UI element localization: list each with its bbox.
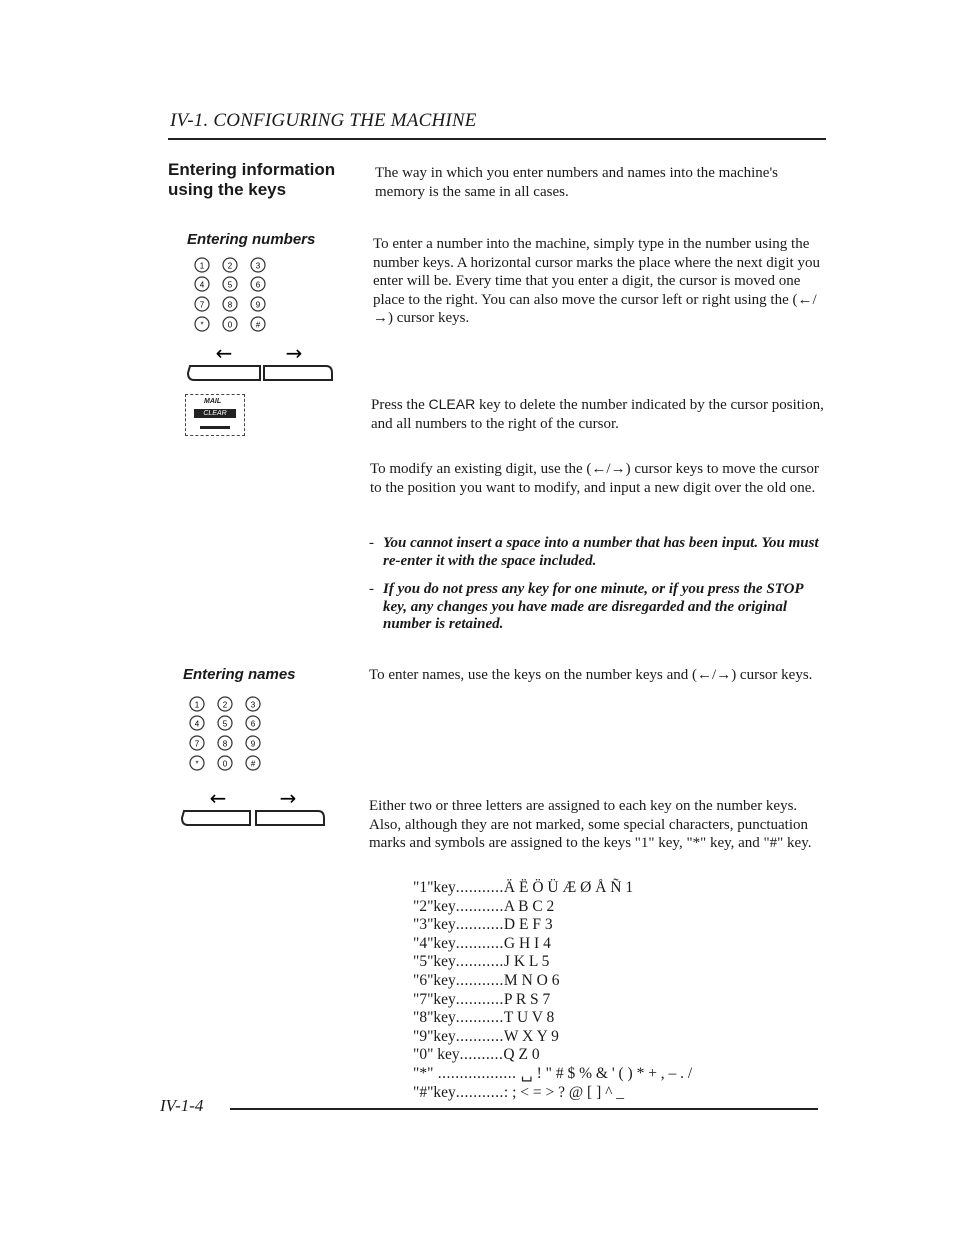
clear-key-label: CLEAR xyxy=(194,409,236,418)
entering-names-title: Entering names xyxy=(183,666,296,683)
svg-text:9: 9 xyxy=(250,739,256,749)
key-6 xyxy=(251,277,265,291)
list-item: "1"key...........Ä Ë Ö Ü Æ Ø Å Ñ 1 xyxy=(413,879,634,896)
section-title xyxy=(168,160,358,200)
list-item: "0" key..........Q Z 0 xyxy=(413,1046,540,1064)
mail-clear-key-illustration xyxy=(185,394,245,436)
header-rule xyxy=(168,138,826,140)
list-item: "4"key...........G H I 4 xyxy=(413,934,551,952)
key-9 xyxy=(246,736,260,750)
key-2 xyxy=(218,697,232,711)
key-8 xyxy=(223,297,237,311)
key-9 xyxy=(251,297,265,311)
note-one-minute: - If you do not press any key for one minute, or if you press the STOP key, any changes you have made are disregarded and the original number is retained. xyxy=(369,581,804,632)
number-keypad-illustration xyxy=(190,253,274,337)
svg-text:9: 9 xyxy=(255,300,261,310)
svg-text:4: 4 xyxy=(194,719,200,729)
list-item: "*" .................. ␣ ! " # $ % & ' ( ) * + , – . / xyxy=(413,1064,693,1082)
key-hash xyxy=(251,317,265,331)
svg-text:#: # xyxy=(255,320,261,330)
svg-text:6: 6 xyxy=(250,719,256,729)
list-item: "7"key...........P R S 7 xyxy=(413,990,551,1008)
key-3 xyxy=(246,697,260,711)
clear-key-bar xyxy=(200,426,230,429)
svg-text:6: 6 xyxy=(255,280,261,290)
svg-text:1: 1 xyxy=(199,261,205,271)
svg-text:5: 5 xyxy=(222,719,228,729)
key-4 xyxy=(195,277,209,291)
svg-text:8: 8 xyxy=(222,739,228,749)
list-item: "8"key...........T U V 8 xyxy=(413,1009,555,1027)
section-title-line2: using the keys xyxy=(168,180,287,199)
svg-text:0: 0 xyxy=(222,759,228,769)
left-arrow-icon: ← xyxy=(215,341,233,365)
entering-numbers-title: Entering numbers xyxy=(187,231,316,248)
clear-key-name: CLEAR xyxy=(428,396,476,412)
key-0 xyxy=(218,756,232,770)
key-1 xyxy=(195,258,209,272)
footer-rule xyxy=(230,1108,818,1110)
key-character-list xyxy=(413,879,692,1102)
key-3 xyxy=(251,258,265,272)
key-7 xyxy=(195,297,209,311)
key-5 xyxy=(218,716,232,730)
cursor-keys-illustration xyxy=(186,341,336,384)
svg-text:*: * xyxy=(195,759,199,769)
key-1 xyxy=(190,697,204,711)
numbers-paragraph: To enter a number into the machine, simply type in the number using the number keys. A horizontal cursor marks the place where the next digit you enter will be. Every time that you enter a digit, the cursor is moved one place to the right. You can also move the cursor left or right using the (←/→) cursor keys. xyxy=(373,236,820,326)
svg-text:3: 3 xyxy=(250,700,256,710)
key-5 xyxy=(223,277,237,291)
name-keypad-illustration xyxy=(185,692,269,776)
section-title-line1: Entering information xyxy=(168,160,336,179)
svg-text:1: 1 xyxy=(194,700,200,710)
letters-paragraph: Either two or three letters are assigned to each key on the number keys. Also, although they are not marked, some special characters, punctuation marks and symbols are assigned to the keys "1" key, "*" key, and "#" key. xyxy=(369,798,812,851)
key-2 xyxy=(223,258,237,272)
left-cursor-key xyxy=(188,366,260,380)
note-no-space: - You cannot insert a space into a number that has been input. You must re-enter it with the space included. xyxy=(369,535,819,569)
list-item: "2"key...........A B C 2 xyxy=(413,897,555,915)
right-cursor-key xyxy=(256,811,324,825)
list-item: "3"key...........D E F 3 xyxy=(413,916,553,934)
svg-text:4: 4 xyxy=(199,280,205,290)
svg-text:3: 3 xyxy=(255,261,261,271)
page-header-title: IV-1. CONFIGURING THE MACHINE xyxy=(170,110,477,131)
right-arrow-icon: → xyxy=(279,786,297,810)
key-8 xyxy=(218,736,232,750)
list-item: "6"key...........M N O 6 xyxy=(413,971,560,989)
svg-text:2: 2 xyxy=(227,261,233,271)
right-arrow-icon: → xyxy=(285,341,303,365)
svg-text:5: 5 xyxy=(227,280,233,290)
right-cursor-key xyxy=(264,366,332,380)
key-star xyxy=(195,317,209,331)
key-0 xyxy=(223,317,237,331)
key-hash xyxy=(246,756,260,770)
key-7 xyxy=(190,736,204,750)
intro-paragraph: The way in which you enter numbers and names into the machine's memory is the same in all cases. xyxy=(375,165,779,200)
left-arrow-icon: ← xyxy=(209,786,227,810)
key-star xyxy=(190,756,204,770)
modify-paragraph: To modify an existing digit, use the (←/→) cursor keys to move the cursor to the position you want to modify, and input a new digit over the old one. xyxy=(370,461,819,496)
page-number: IV-1-4 xyxy=(160,1096,204,1115)
names-paragraph: To enter names, use the keys on the number keys and (←/→) cursor keys. xyxy=(369,667,813,683)
key-6 xyxy=(246,716,260,730)
svg-text:0: 0 xyxy=(227,320,233,330)
list-item: "#"key...........: ; < = > ? @ [ ] ^ _ xyxy=(413,1083,625,1101)
svg-text:2: 2 xyxy=(222,700,228,710)
svg-text:7: 7 xyxy=(199,300,205,310)
list-item: "5"key...........J K L 5 xyxy=(413,953,550,971)
name-cursor-keys-illustration xyxy=(180,786,330,829)
svg-text:8: 8 xyxy=(227,300,233,310)
svg-text:*: * xyxy=(200,320,204,330)
svg-text:#: # xyxy=(250,759,256,769)
list-item: "9"key...........W X Y 9 xyxy=(413,1027,559,1045)
svg-text:7: 7 xyxy=(194,739,200,749)
mail-label: MAIL xyxy=(204,398,222,405)
clear-paragraph: Press the CLEAR key to delete the number indicated by the cursor position, and all numbers to the right of the cursor. xyxy=(371,396,824,432)
left-cursor-key xyxy=(182,811,250,825)
key-4 xyxy=(190,716,204,730)
